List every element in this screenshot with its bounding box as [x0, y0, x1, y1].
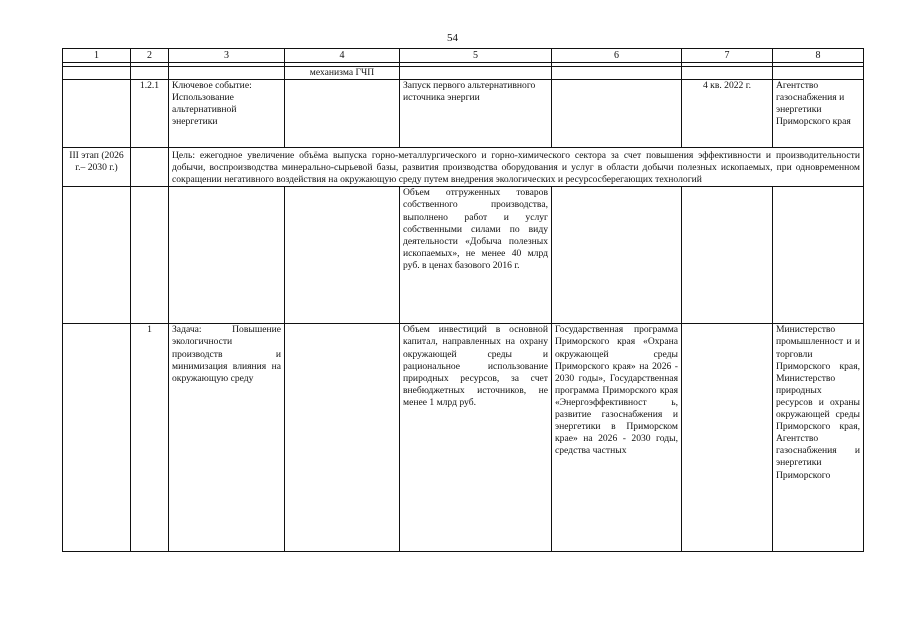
task-number: 1 [131, 324, 169, 552]
header-row [63, 49, 864, 63]
task-programs: Государственная программа Приморского края «Охрана окружающей среды Приморского края» на 2026 - 2030 годы», Государственная программа Приморского края «Энергоэффективност ь, развитие газоснабжения и энергетики в Приморском крае» на 2026 - 2030 годы, средства частных [552, 324, 682, 552]
header-col-8: 8 [773, 49, 864, 63]
header-col-2: 2 [131, 49, 169, 63]
task-responsible: Министерство промышленност и и торговли Приморского края, Министерство природных ресурсов и охраны окружающей среды Приморского края, Агентство газоснабжения и энергетики Приморского [773, 324, 864, 552]
stage-label: III этап (2026 г.– 2030 г.) [63, 148, 131, 187]
event-row [63, 80, 864, 148]
header-col-6: 6 [552, 49, 682, 63]
program-table [62, 48, 864, 552]
event-number: 1.2.1 [131, 80, 169, 148]
header-col-7: 7 [682, 49, 773, 63]
page-number: 54 [447, 32, 458, 44]
task-indicator: Объем инвестиций в основной капитал, направленных на охрану окружающей среды и рациональное использование природных ресурсов, за счет внебюджетных источников, не менее 1 млрд руб. [400, 324, 552, 552]
header-col-3: 3 [169, 49, 285, 63]
header-col-5: 5 [400, 49, 552, 63]
task-row [63, 324, 864, 552]
event-name: Ключевое событие: Использование альтернативной энергетики [169, 80, 285, 148]
event-result: Запуск первого альтернативного источника энергии [400, 80, 552, 148]
indicator-text: Объем отгруженных товаров собственного производства, выполнено работ и услуг собственными силами по виду деятельности «Добыча полезных ископаемых», не менее 40 млрд руб. в ценах базового 2016 г. [400, 187, 552, 324]
header-col-4: 4 [285, 49, 400, 63]
task-text: Задача: Повышение экологичности производств и минимизация влияния на окружающую среду [169, 324, 285, 552]
indicator-row [63, 187, 864, 324]
event-deadline: 4 кв. 2022 г. [682, 80, 773, 148]
mechanism-row [63, 67, 864, 80]
event-responsible: Агентство газоснабжения и энергетики Приморского края [773, 80, 864, 148]
mechanism-text: механизма ГЧП [285, 67, 400, 80]
stage-goal: Цель: ежегодное увеличение объёма выпуска горно-металлургического и горно-химического сектора за счет повышения эффективности и производительности добычи, воспроизводства минерально-сырьевой базы, развития производства оборудования и услуг в области добычи полезных ископаемых, при одновременном сокращении негативного воздействия на окружающую среду путем внедрения экологических и ресурсосберегающих технологий [169, 148, 864, 187]
header-col-1: 1 [63, 49, 131, 63]
stage-row [63, 148, 864, 187]
